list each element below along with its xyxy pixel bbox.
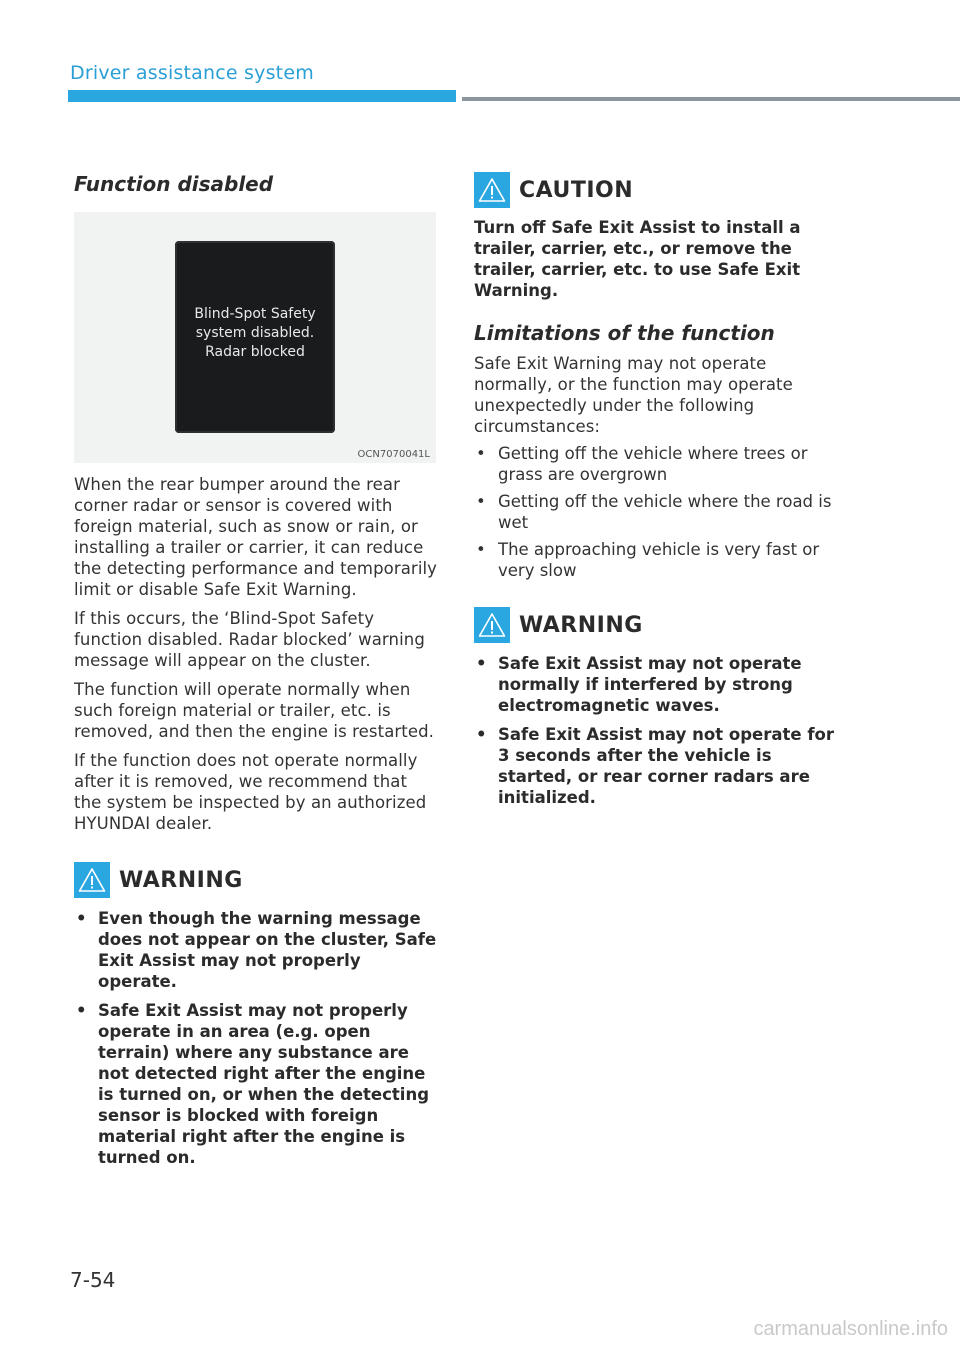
header-rule <box>462 97 960 101</box>
warning-item: • Safe Exit Assist may not operate for 3 seconds after the vehicle is started, or rear corner radars are initialized. <box>474 724 844 808</box>
paragraph: Safe Exit Warning may not operate normally, or the function may operate unexpectedly under the following circumstances: <box>474 354 793 436</box>
list-item: • The approaching vehicle is very fast or very slow <box>474 539 844 581</box>
header-rule-accent <box>68 90 456 102</box>
cluster-message: Blind-Spot Safety system disabled. Radar blocked <box>194 305 316 360</box>
warning-title: WARNING <box>119 867 243 893</box>
section-title: Driver assistance system <box>70 62 314 84</box>
caution-title: CAUTION <box>519 177 634 203</box>
paragraph: If the function does not operate normally after it is removed, we recommend that the system be inspected by an authorized HYUNDAI dealer. <box>74 751 427 833</box>
caution-text: Turn off Safe Exit Assist to install a trailer, carrier, etc., or remove the trailer, carrier, etc. to use Safe Exit Warning. <box>474 218 801 300</box>
warning-header <box>474 607 844 643</box>
watermark: carmanualsonline.info <box>753 1318 948 1340</box>
warning-triangle-icon <box>74 862 110 898</box>
list-item: • Getting off the vehicle where trees or grass are overgrown <box>474 443 844 485</box>
page-number: 7-54 <box>70 1268 116 1292</box>
section-heading-function-disabled: Function disabled <box>74 172 274 196</box>
left-column <box>74 172 438 1176</box>
warning-list <box>474 653 844 808</box>
body-text <box>74 474 438 834</box>
warning-box-left <box>74 862 438 1168</box>
warning-header <box>74 862 438 898</box>
limitations-list <box>474 443 844 581</box>
cluster-figure <box>74 212 436 463</box>
list-item: • Getting off the vehicle where the road is wet <box>474 491 844 533</box>
caution-header <box>474 172 844 208</box>
figure-code: OCN7070041L <box>357 449 430 460</box>
warning-title: WARNING <box>519 612 643 638</box>
cluster-display <box>175 241 335 433</box>
warning-item: • Safe Exit Assist may not properly operate in an area (e.g. open terrain) where any substance are not detected right after the engine is turned on, or when the detecting sensor is blocked with foreign material right after the engine is turned on. <box>74 1000 438 1168</box>
warning-list <box>74 908 438 1168</box>
paragraph: When the rear bumper around the rear corner radar or sensor is covered with foreign material, such as snow or rain, or installing a trailer or carrier, it can reduce the detecting performance and temporarily limit or disable Safe Exit Warning. <box>74 475 438 599</box>
paragraph: The function will operate normally when such foreign material or trailer, etc. is removed, and then the engine is restarted. <box>74 680 435 741</box>
warning-box-right <box>474 607 844 808</box>
right-column <box>474 172 844 816</box>
warning-item: • Safe Exit Assist may not operate normally if interfered by strong electromagnetic waves. <box>474 653 844 716</box>
warning-triangle-icon <box>474 607 510 643</box>
caution-box <box>474 172 844 301</box>
warning-triangle-icon <box>474 172 510 208</box>
paragraph: If this occurs, the ‘Blind-Spot Safety function disabled. Radar blocked’ warning message will appear on the cluster. <box>74 609 425 670</box>
warning-item: • Even though the warning message does not appear on the cluster, Safe Exit Assist may not properly operate. <box>74 908 438 992</box>
section-heading-limitations: Limitations of the function <box>474 321 775 345</box>
